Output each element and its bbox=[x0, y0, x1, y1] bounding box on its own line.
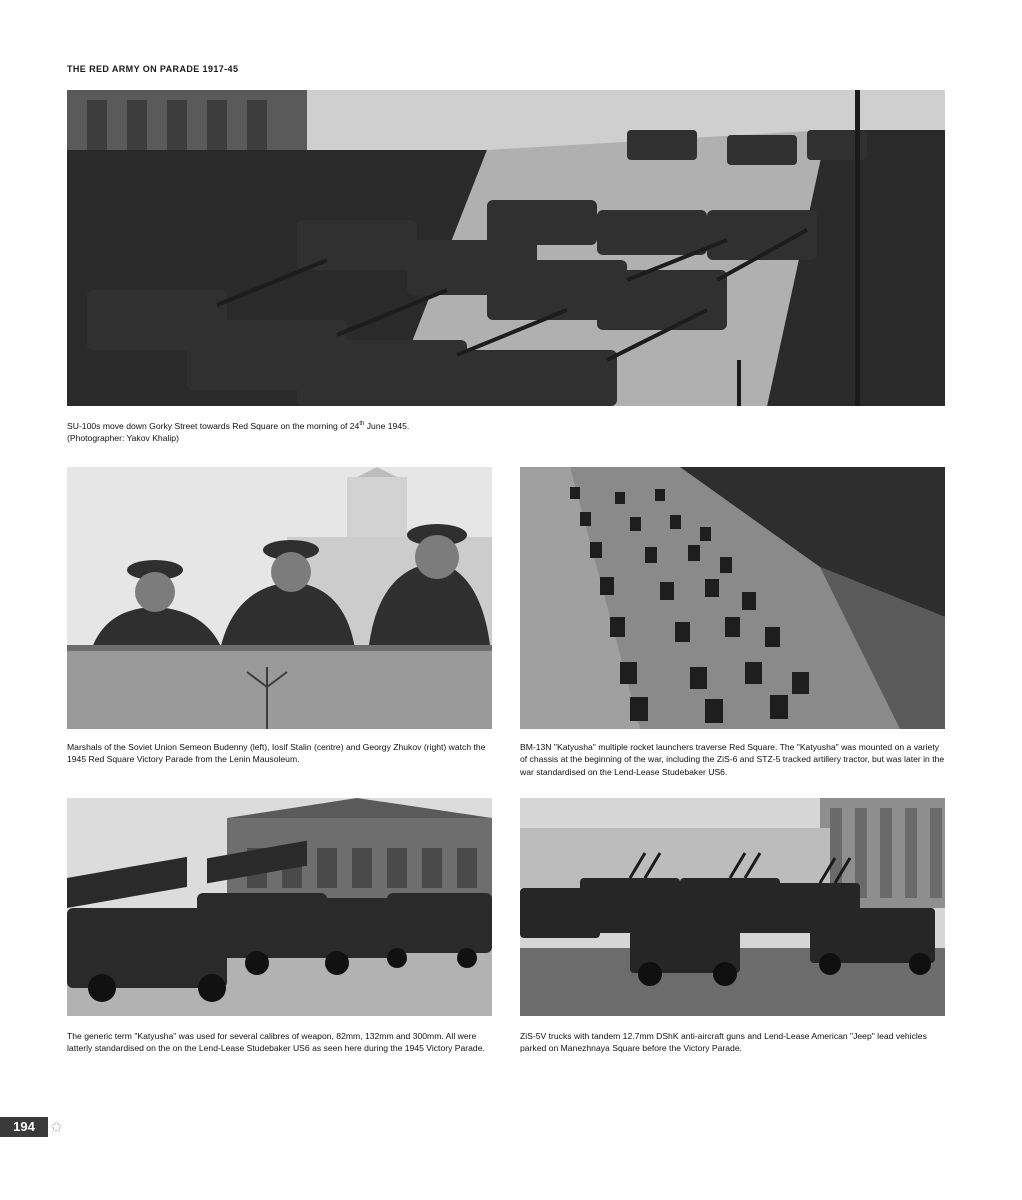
caption-zis5v-manezhnaya: ZiS-5V trucks with tandem 12.7mm DShK anti-aircraft guns and Lend-Lease American "Jeep" lead vehicles parked on Manezhnaya Square before the Victory Parade. bbox=[520, 1031, 927, 1054]
caption-su100-gorky-street bbox=[67, 418, 587, 445]
photo-marshals-mausoleum bbox=[67, 467, 492, 729]
caption-su100-line2: (Photographer: Yakov Khalip) bbox=[67, 433, 179, 444]
caption-marshals-mausoleum: Marshals of the Soviet Union Semeon Budenny (left), Iosif Stalin (centre) and Georgy Zhukov (right) watch the 1945 Red Square Victory Parade from the Lenin Mausoleum. bbox=[67, 742, 486, 765]
photo-katyusha-red-square bbox=[520, 467, 945, 729]
page-number: 194 bbox=[0, 1117, 48, 1137]
photo-su100-gorky-street bbox=[67, 90, 945, 406]
star-icon: ✩ bbox=[50, 1118, 63, 1136]
photo-zis5v-manezhnaya bbox=[520, 798, 945, 1016]
caption-katyusha-red-square: BM-13N "Katyusha" multiple rocket launchers traverse Red Square. The "Katyusha" was mounted on a variety of chassis at the beginning of the war, including the ZiS-6 and STZ-5 tracked artillery tractor, but was later in the war standardised on the Lend-Lease Studebaker US6. bbox=[520, 742, 945, 777]
running-head: THE RED ARMY ON PARADE 1917-45 bbox=[67, 64, 239, 74]
caption-su100-line1: SU-100s move down Gorky Street towards Red Square on the morning of 24 bbox=[67, 420, 360, 431]
caption-su100-sup: th bbox=[359, 421, 365, 427]
caption-su100-tail: June 1945. bbox=[364, 420, 410, 431]
photo-katyusha-studebaker bbox=[67, 798, 492, 1016]
caption-katyusha-studebaker: The generic term "Katyusha" was used for several calibres of weapon, 82mm, 132mm and 300mm. All were latterly standardised on the on the Lend-Lease Studebaker US6 as seen here during the 1945 Victory Parade. bbox=[67, 1031, 485, 1054]
